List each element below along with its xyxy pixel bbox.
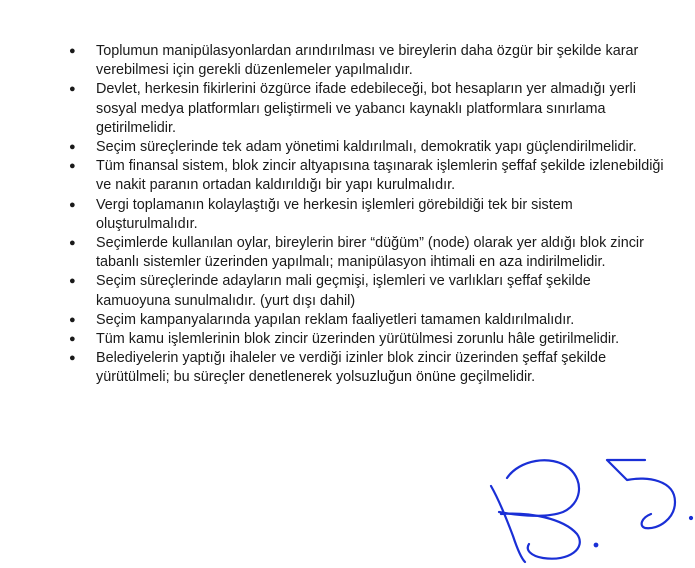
signature-stroke-b-upper [499,460,579,516]
list-item [0,349,695,387]
list-item-text: Tüm kamu işlemlerinin blok zincir üzerinden yürütülmesi zorunlu hâle getirilmelidir. [96,331,620,348]
bullet-icon: ● [69,333,76,346]
list-item-text: Tüm finansal sistem, blok zincir altyapısına taşınarak işlemlerin şeffaf şekilde izlenebildiği ve nakit paranın ortadan kaldırıldığı bir yapı kurulmalıdır. [96,158,664,194]
list-item-text: Seçimlerde kullanılan oylar, bireylerin birer “düğüm” (node) olarak yer aldığı blok zincir tabanlı sistemler üzerinden yapılmalı; manipülasyon ihtimali en aza indirilmelidir. [96,235,644,271]
list-item-text: Vergi toplamanın kolaylaştığı ve herkesin işlemleri görebildiği tek bir sistem oluşturulmalıdır. [96,196,573,232]
bullet-icon: ● [69,83,76,96]
list-item [0,80,695,138]
list-item-text: Belediyelerin yaptığı ihaleler ve verdiği izinler blok zincir üzerinden şeffaf şekilde yürütülmeli; bu süreçler denetlenerek yolsuzluğun önüne geçilmelidir. [96,350,607,386]
list-item [0,42,695,80]
list-item [0,311,695,330]
bullet-icon: ● [69,313,76,326]
list-item-text: Devlet, herkesin fikirlerini özgürce ifade edebileceği, bot hesapların yer almadığı yerli sosyal medya platformları geliştirmeli ve yabancı kaynaklı platformlara sınırlama getirilmelidir. [96,81,636,136]
list-item-text: Seçim süreçlerinde adayların mali geçmişi, işlemleri ve varlıkları şeffaf şekilde kamuoyuna sunulmalıdır. (yurt dışı dahil) [96,273,591,309]
signature-stroke-s [607,460,675,528]
bullet-icon: ● [69,45,76,57]
bullet-icon: ● [69,198,76,211]
list-item [0,196,695,234]
list-item-text: Seçim kampanyalarında yapılan reklam faaliyetleri tamamen kaldırılmalıdır. [96,311,575,328]
bullet-icon: ● [69,237,76,250]
list-item [0,157,695,195]
signature-dot [595,544,598,547]
handwritten-signature [485,452,695,566]
list-item-text: Seçim süreçlerinde tek adam yönetimi kaldırılmalı, demokratik yapı güçlendirilmelidir. [96,139,637,156]
signature-dot-2 [690,517,692,519]
list-item-text: Toplumun manipülasyonlardan arındırılması ve bireylerin daha özgür bir şekilde karar verebilmesi için gerekli düzenlemeler yapılmalıdır. [96,43,639,79]
bullet-icon: ● [69,160,76,173]
list-item [0,234,695,272]
list-item [0,138,695,157]
bullet-icon: ● [69,141,76,154]
list-item [0,272,695,310]
bullet-icon: ● [69,275,76,288]
bullet-icon: ● [69,352,76,365]
bullet-list [0,42,695,388]
signature-stroke-b-stem [491,486,525,562]
list-item [0,330,695,349]
